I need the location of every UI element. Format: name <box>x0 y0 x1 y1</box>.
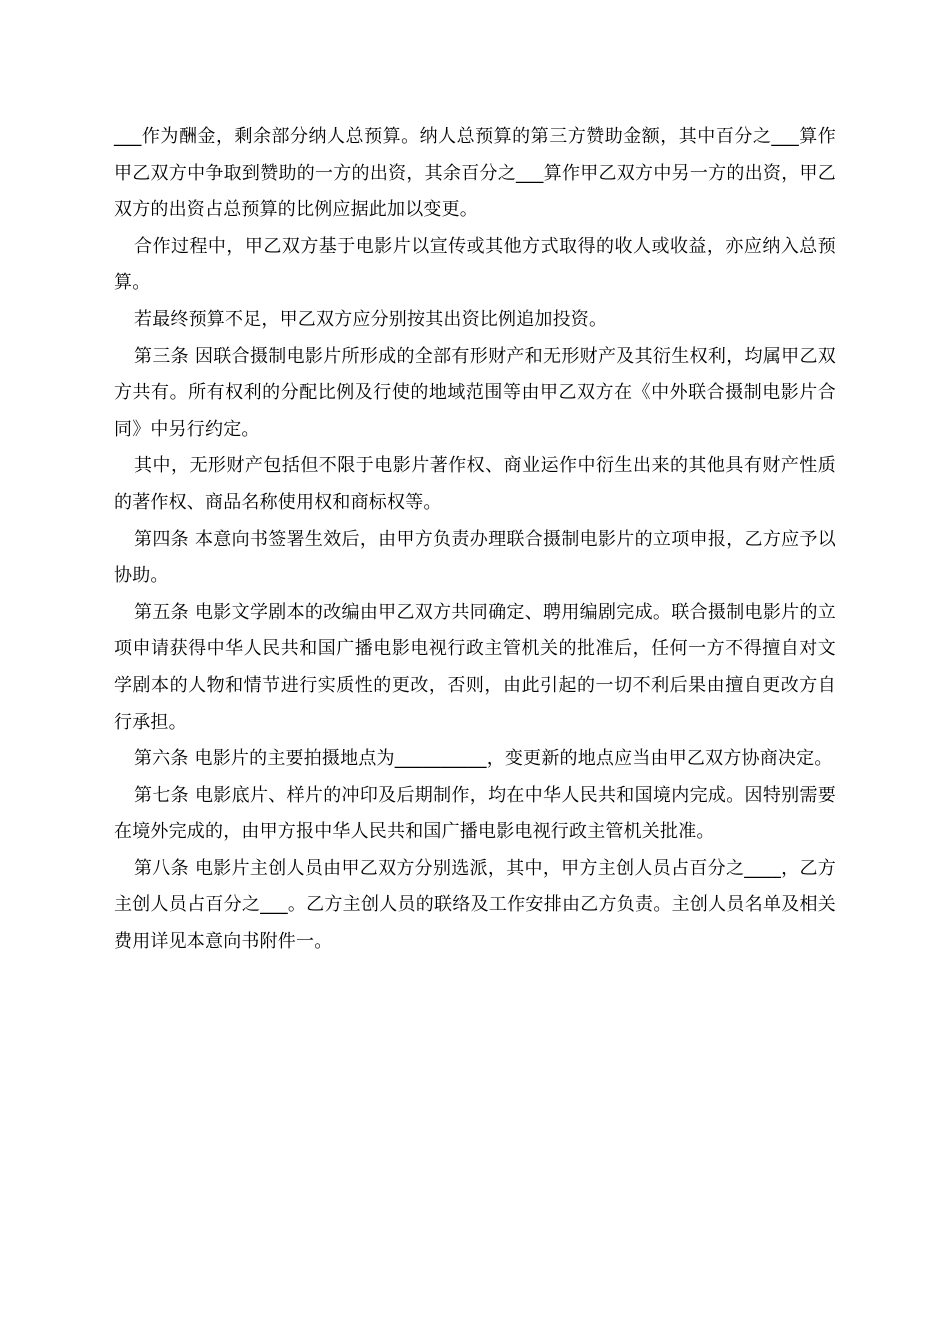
paragraph-article-3: 第三条 因联合摄制电影片所形成的全部有形财产和无形财产及其衍生权利，均属甲乙双方共有。所有权利的分配比例及行使的地域范围等由甲乙双方在《中外联合摄制电影片合同》中另行约定。 <box>114 345 836 440</box>
paragraph-cooperation-income: 合作过程中，甲乙双方基于电影片以宣传或其他方式取得的收人或收益，亦应纳入总预算。 <box>114 235 836 294</box>
paragraph-intangible-assets: 其中，无形财产包括但不限于电影片著作权、商业运作中衍生出来的其他具有财产性质的著作权、商品名称使用权和商标权等。 <box>114 455 836 513</box>
paragraph-article-6: 第六条 电影片的主要拍摄地点为__________，变更新的地点应当由甲乙双方协商决定。 <box>134 748 833 770</box>
paragraph-budget-continuation: ___作为酬金，剩余部分纳人总预算。纳人总预算的第三方赞助金额，其中百分之___算作甲乙双方中争取到赞助的一方的出资，其余百分之___算作甲乙双方中另一方的出资，甲乙双方的出资占总预算的比例应据此加以变更。 <box>114 126 836 221</box>
paragraph-article-4: 第四条 本意向书签署生效后，由甲方负责办理联合摄制电影片的立项申报，乙方应予以协助。 <box>114 528 836 587</box>
document-body <box>114 119 836 961</box>
paragraph-article-8: 第八条 电影片主创人员由甲乙双方分别选派，其中，甲方主创人员占百分之____，乙方主创人员占百分之___。乙方主创人员的联络及工作安排由乙方负责。主创人员名单及相关费用详见本意向书附件一。 <box>114 857 836 953</box>
paragraph-article-5: 第五条 电影文学剧本的改编由甲乙双方共同确定、聘用编剧完成。联合摄制电影片的立项申请获得中华人民共和国广播电影电视行政主管机关的批准后，任何一方不得擅自对文学剧本的人物和情节进行实质性的更改，否则，由此引起的一切不利后果由擅自更改方自行承担。 <box>114 601 836 733</box>
paragraph-article-7: 第七条 电影底片、样片的冲印及后期制作，均在中华人民共和国境内完成。因特别需要在境外完成的，由甲方报中华人民共和国广播电影电视行政主管机关批准。 <box>114 784 836 843</box>
paragraph-budget-shortfall: 若最终预算不足，甲乙双方应分别按其出资比例追加投资。 <box>134 308 608 330</box>
